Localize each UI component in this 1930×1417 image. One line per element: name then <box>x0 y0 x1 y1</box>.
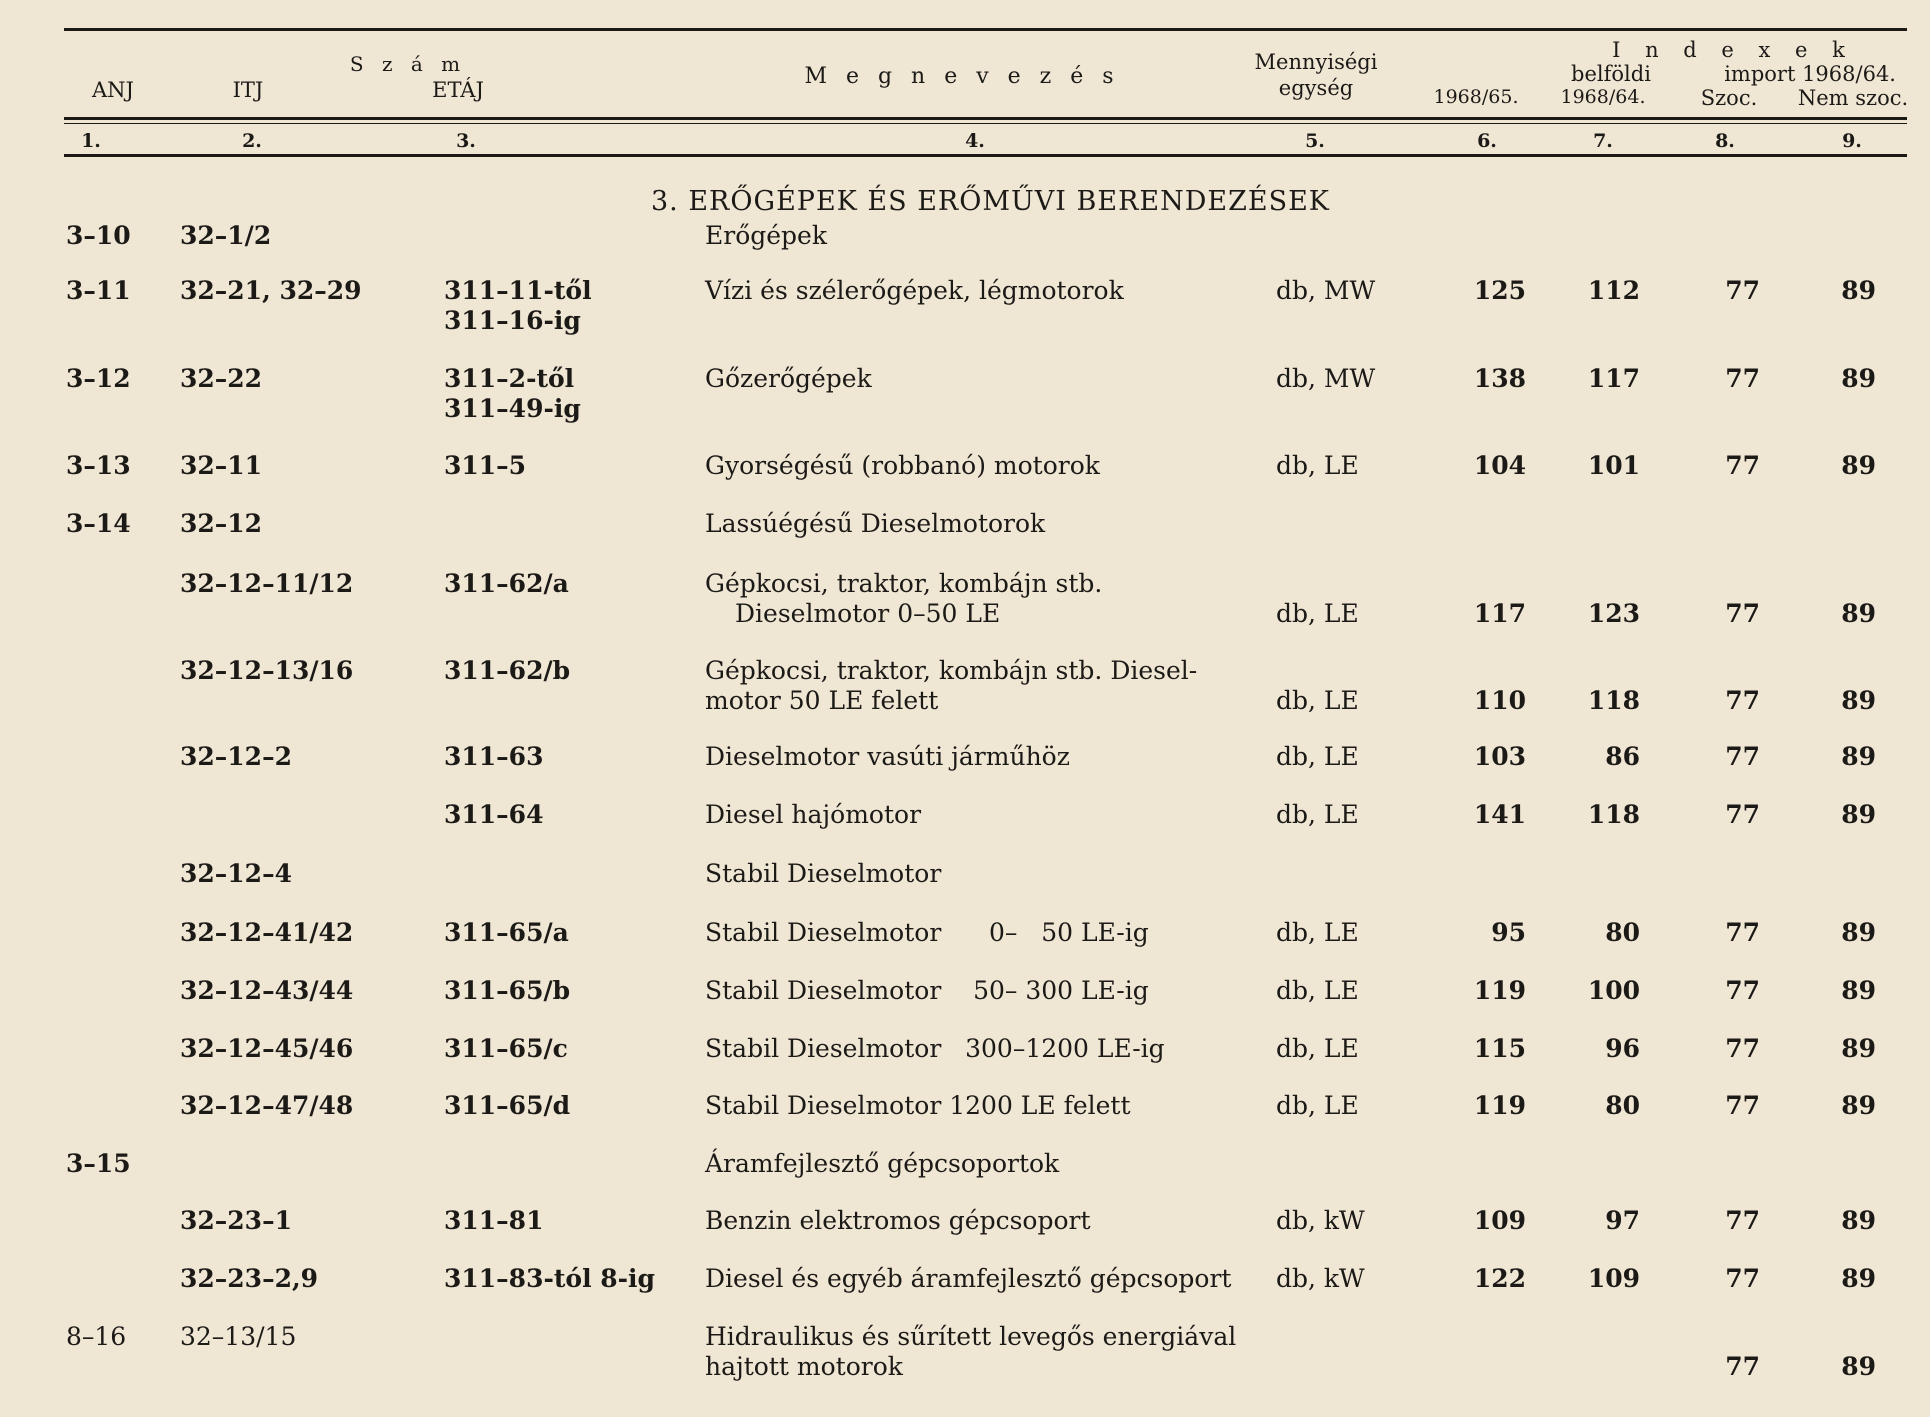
cell-unit: db, LE <box>1276 976 1359 1005</box>
top-rule <box>64 28 1907 31</box>
cell-itj: 32–21, 32–29 <box>180 276 362 305</box>
cell-index-9: 89 <box>1841 918 1876 947</box>
cell-unit: db, LE <box>1276 686 1359 715</box>
cell-etaj: 311–62/b <box>444 656 571 685</box>
colnum-4: 4. <box>965 130 985 152</box>
cell-index-8: 77 <box>1725 364 1760 393</box>
cell-name: Stabil Dieselmotor 0– 50 LE-ig <box>705 918 1149 947</box>
cell-index-8: 77 <box>1725 742 1760 771</box>
table-row <box>0 1264 1930 1324</box>
table-row <box>0 1322 1930 1382</box>
cell-unit: db, MW <box>1276 364 1376 393</box>
cell-index-7: 118 <box>1587 686 1640 715</box>
cell-name: Stabil Dieselmotor 300–1200 LE-ig <box>705 1034 1165 1063</box>
colnum-2: 2. <box>242 130 262 152</box>
cell-name: Gőzerőgépek <box>705 364 872 393</box>
cell-index-6: 110 <box>1473 686 1526 715</box>
cell-index-6: 138 <box>1473 364 1526 393</box>
cell-index-9: 89 <box>1841 451 1876 480</box>
cell-index-9: 89 <box>1841 976 1876 1005</box>
cell-index-9: 89 <box>1841 599 1876 628</box>
cell-index-6: 122 <box>1473 1264 1526 1293</box>
colnum-8: 8. <box>1715 130 1735 152</box>
cell-index-6: 104 <box>1473 451 1526 480</box>
header-col6: 1968/65. <box>1433 86 1519 108</box>
cell-index-6: 119 <box>1473 976 1526 1005</box>
header-nemszoc: Nem szoc. <box>1797 86 1909 110</box>
cell-index-7: 123 <box>1587 599 1640 628</box>
table-row <box>0 276 1930 336</box>
cell-unit: db, kW <box>1276 1264 1365 1293</box>
header-egyseg: egység <box>1278 76 1354 100</box>
cell-index-8: 77 <box>1725 976 1760 1005</box>
cell-index-8: 77 <box>1725 1091 1760 1120</box>
cell-itj: 32–12–45/46 <box>180 1034 354 1063</box>
header-belfoldi: belföldi <box>1571 62 1651 86</box>
cell-index-7: 117 <box>1587 364 1640 393</box>
cell-index-8: 77 <box>1725 1034 1760 1063</box>
cell-index-7: 101 <box>1587 451 1640 480</box>
cell-name: Vízi és szélerőgépek, légmotorok <box>705 276 1124 305</box>
table-row <box>0 1034 1930 1094</box>
cell-etaj: 311–64 <box>444 800 544 829</box>
cell-index-6: 119 <box>1473 1091 1526 1120</box>
cell-unit: db, LE <box>1276 918 1359 947</box>
cell-index-9: 89 <box>1841 1352 1876 1381</box>
cell-itj: 32–22 <box>180 364 263 393</box>
cell-name: Stabil Dieselmotor 50– 300 LE-ig <box>705 976 1149 1005</box>
colnum-1: 1. <box>81 130 101 152</box>
cell-index-6: 115 <box>1473 1034 1526 1063</box>
cell-itj: 32–12–11/12 <box>180 569 354 598</box>
cell-index-9: 89 <box>1841 1206 1876 1235</box>
cell-itj: 32–11 <box>180 451 263 480</box>
cell-itj: 32–12 <box>180 509 263 538</box>
header-megnevezes: M e g n e v e z é s <box>804 64 1120 89</box>
table-row <box>0 1091 1930 1151</box>
cell-index-9: 89 <box>1841 1264 1876 1293</box>
cell-index-8: 77 <box>1725 1206 1760 1235</box>
cell-anj: 3–14 <box>66 509 131 538</box>
cell-etaj: 311–5 <box>444 451 527 480</box>
cell-anj: 3–11 <box>66 276 131 305</box>
cell-name: Áramfejlesztő gépcsoportok <box>705 1149 1060 1178</box>
cell-etaj-line-1: 311–11-től <box>444 276 592 305</box>
cell-name: Stabil Dieselmotor <box>705 859 942 888</box>
cell-name: Erőgépek <box>705 221 827 250</box>
cell-name <box>705 1322 1236 1382</box>
cell-index-7: 96 <box>1605 1034 1640 1063</box>
cell-index-8: 77 <box>1725 686 1760 715</box>
cell-index-7: 80 <box>1605 918 1640 947</box>
cell-index-6: 141 <box>1473 800 1526 829</box>
cell-etaj: 311–65/a <box>444 918 569 947</box>
cell-itj: 32–1/2 <box>180 221 272 250</box>
cell-etaj: 311–65/c <box>444 1034 568 1063</box>
cell-etaj: 311–62/a <box>444 569 569 598</box>
cell-index-8: 77 <box>1725 599 1760 628</box>
colnum-5: 5. <box>1305 130 1325 152</box>
table-row <box>0 800 1930 860</box>
cell-anj: 3–13 <box>66 451 131 480</box>
cell-etaj-line-2: 311–16-ig <box>444 306 581 335</box>
cell-etaj: 311–65/d <box>444 1091 571 1120</box>
cell-itj: 32–23–1 <box>180 1206 292 1235</box>
cell-etaj: 311–81 <box>444 1206 544 1235</box>
cell-name: Benzin elektromos gépcsoport <box>705 1206 1091 1235</box>
cell-index-9: 89 <box>1841 742 1876 771</box>
table-row <box>0 742 1930 802</box>
cell-anj: 3–12 <box>66 364 131 393</box>
table-row <box>0 451 1930 511</box>
cell-index-7: 109 <box>1587 1264 1640 1293</box>
header-etaj: ETÁJ <box>432 78 484 102</box>
cell-name-line-1: Gépkocsi, traktor, kombájn stb. Diesel- <box>705 656 1198 685</box>
cell-index-9: 89 <box>1841 364 1876 393</box>
colnum-9: 9. <box>1842 130 1862 152</box>
cell-index-9: 89 <box>1841 276 1876 305</box>
cell-index-8: 77 <box>1725 276 1760 305</box>
cell-index-9: 89 <box>1841 1034 1876 1063</box>
cell-etaj <box>444 364 581 424</box>
header-import: import 1968/64. <box>1724 62 1896 86</box>
cell-itj: 32–12–43/44 <box>180 976 354 1005</box>
cell-index-7: 86 <box>1605 742 1640 771</box>
cell-etaj: 311–83-tól 8-ig <box>444 1264 656 1293</box>
cell-index-7: 97 <box>1605 1206 1640 1235</box>
table-row <box>0 918 1930 978</box>
table-row <box>0 859 1930 919</box>
header-rule-upper <box>64 117 1907 120</box>
cell-unit: db, LE <box>1276 1091 1359 1120</box>
cell-etaj-line-2: 311–49-ig <box>444 394 581 423</box>
table-row <box>0 1206 1930 1266</box>
cell-unit: db, kW <box>1276 1206 1365 1235</box>
cell-name-line-2: hajtott motorok <box>705 1352 903 1381</box>
cell-unit: db, LE <box>1276 1034 1359 1063</box>
cell-index-7: 80 <box>1605 1091 1640 1120</box>
table-row <box>0 221 1930 281</box>
section-title: 3. ERŐGÉPEK ÉS ERŐMŰVI BERENDEZÉSEK <box>651 186 1330 217</box>
cell-unit: db, LE <box>1276 451 1359 480</box>
cell-etaj: 311–63 <box>444 742 544 771</box>
cell-index-9: 89 <box>1841 800 1876 829</box>
cell-index-9: 89 <box>1841 686 1876 715</box>
cell-index-6: 103 <box>1473 742 1526 771</box>
cell-name <box>705 656 1197 716</box>
header-szoc: Szoc. <box>1700 86 1758 110</box>
cell-index-8: 77 <box>1725 1264 1760 1293</box>
table-row <box>0 364 1930 424</box>
cell-name: Lassúégésű Dieselmotorok <box>705 509 1046 538</box>
cell-etaj <box>444 276 592 336</box>
cell-itj: 32–12–41/42 <box>180 918 354 947</box>
cell-itj: 32–13/15 <box>180 1322 297 1351</box>
cell-index-7: 112 <box>1587 276 1640 305</box>
cell-index-6: 95 <box>1491 918 1526 947</box>
header-indexek: I n d e x e k <box>1612 38 1854 62</box>
cell-unit: db, LE <box>1276 742 1359 771</box>
table-row <box>0 1149 1930 1209</box>
colnum-3: 3. <box>456 130 476 152</box>
cell-name <box>705 569 1102 629</box>
header-rule-lower <box>64 154 1907 157</box>
cell-index-6: 125 <box>1473 276 1526 305</box>
cell-name: Dieselmotor vasúti járműhöz <box>705 742 1070 771</box>
header-col7: 1968/64. <box>1560 86 1646 108</box>
header-anj: ANJ <box>92 78 134 102</box>
cell-index-8: 77 <box>1725 800 1760 829</box>
cell-index-7: 118 <box>1587 800 1640 829</box>
cell-itj: 32–12–2 <box>180 742 292 771</box>
header-itj: ITJ <box>232 78 264 102</box>
colnum-7: 7. <box>1593 130 1613 152</box>
cell-name-line-1: Hidraulikus és sűrített levegős energiával <box>705 1322 1237 1351</box>
cell-name: Stabil Dieselmotor 1200 LE felett <box>705 1091 1131 1120</box>
table-row <box>0 656 1930 716</box>
cell-index-6: 109 <box>1473 1206 1526 1235</box>
cell-index-9: 89 <box>1841 1091 1876 1120</box>
cell-etaj-line-1: 311–2-től <box>444 364 575 393</box>
cell-anj: 8–16 <box>66 1322 127 1351</box>
cell-itj: 32–12–4 <box>180 859 292 888</box>
cell-itj: 32–23–2,9 <box>180 1264 319 1293</box>
cell-name-line-2: Dieselmotor 0–50 LE <box>735 599 1001 628</box>
header-szam: S z á m <box>349 52 467 76</box>
cell-name-line-2: motor 50 LE felett <box>705 686 939 715</box>
colnum-6: 6. <box>1477 130 1497 152</box>
cell-index-6: 117 <box>1473 599 1526 628</box>
cell-anj: 3–15 <box>66 1149 131 1178</box>
cell-unit: db, LE <box>1276 800 1359 829</box>
table-row <box>0 976 1930 1036</box>
cell-index-8: 77 <box>1725 1352 1760 1381</box>
cell-etaj: 311–65/b <box>444 976 571 1005</box>
header-rule-upper-thin <box>64 123 1907 124</box>
cell-index-7: 100 <box>1587 976 1640 1005</box>
table-row <box>0 509 1930 569</box>
cell-name: Gyorségésű (robbanó) motorok <box>705 451 1100 480</box>
cell-unit: db, MW <box>1276 276 1376 305</box>
cell-name-line-1: Gépkocsi, traktor, kombájn stb. <box>705 569 1103 598</box>
header-mennyisegi: Mennyiségi <box>1254 50 1378 74</box>
table-row <box>0 569 1930 629</box>
cell-name: Diesel és egyéb áramfejlesztő gépcsoport <box>705 1264 1232 1293</box>
cell-index-8: 77 <box>1725 451 1760 480</box>
cell-itj: 32–12–13/16 <box>180 656 354 685</box>
cell-unit: db, LE <box>1276 599 1359 628</box>
cell-anj: 3–10 <box>66 221 131 250</box>
cell-index-8: 77 <box>1725 918 1760 947</box>
cell-name: Diesel hajómotor <box>705 800 922 829</box>
cell-itj: 32–12–47/48 <box>180 1091 354 1120</box>
